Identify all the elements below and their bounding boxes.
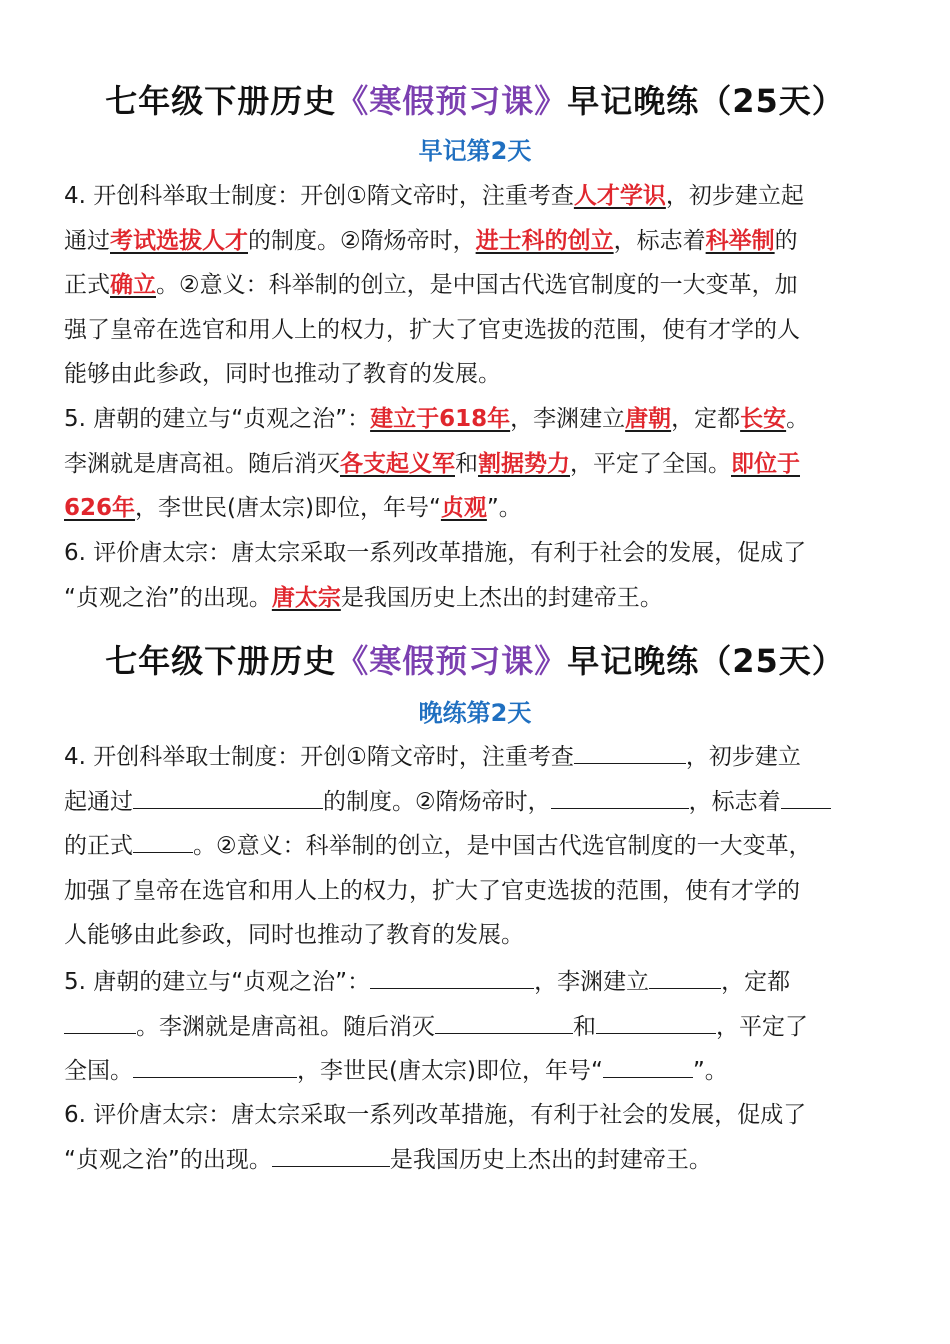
title-prefix: 七年级下册历史 [105, 82, 337, 120]
morning-item-6 [64, 531, 888, 620]
text: 。李渊就是唐高祖。随后消灭 [136, 1013, 435, 1040]
line [64, 1049, 888, 1094]
answer: 贞观 [440, 495, 487, 521]
answer: 唐太宗 [271, 584, 341, 611]
text: 是我国历史上杰出的封建帝王。 [389, 1146, 712, 1173]
evening-item-6 [64, 1093, 888, 1182]
text: 5. 唐朝的建立与“贞观之治”： [64, 406, 371, 432]
morning-item-5 [64, 397, 888, 531]
answer-blank[interactable] [551, 786, 689, 809]
answer: 626年 [64, 495, 136, 521]
text: ，标志着 [688, 788, 781, 815]
answer-blank[interactable] [370, 966, 534, 989]
line [64, 486, 888, 531]
title-highlight: 《寒假预习课》 [336, 642, 568, 680]
text: ，初步建立起 [665, 183, 804, 209]
answer-blank[interactable] [133, 786, 323, 809]
answer: 即位于 [731, 450, 800, 477]
line [64, 1138, 888, 1183]
text: 4. 开创科举取士制度：开创①隋文帝时，注重考查 [64, 183, 574, 209]
text: 和 [455, 450, 478, 477]
evening-item-4 [64, 735, 888, 958]
title-suffix: 早记晚练（25天） [567, 642, 845, 680]
text: ，初步建立 [685, 744, 801, 770]
line [64, 735, 888, 780]
main-title-evening [0, 636, 950, 682]
text: ，李世民(唐太宗)即位，年号“ [135, 495, 441, 521]
answer-blank[interactable] [603, 1055, 693, 1078]
text: 的正式 [64, 833, 133, 859]
evening-item-5 [64, 960, 888, 1094]
text: 的制度。②隋炀帝时， [248, 227, 476, 254]
text: 。②意义：科举制的创立，是中国古代选官制度的一大变革，加 [156, 272, 798, 298]
answer: 考试选拔人才 [110, 227, 248, 254]
text: ，平定了 [716, 1013, 808, 1040]
line [64, 960, 888, 1005]
line: 强了皇帝在选官和用人上的权力，扩大了官吏选拔的范围，使有才学的人 [64, 316, 800, 343]
line [64, 442, 888, 487]
text: 4. 开创科举取士制度：开创①隋文帝时，注重考查 [64, 744, 574, 770]
text: 起通过 [64, 788, 133, 815]
text: ，李世民(唐太宗)即位，年号“ [297, 1058, 603, 1084]
text: ，李渊建立 [534, 969, 650, 995]
text: 。 [786, 406, 810, 432]
answer: 进士科的创立 [475, 227, 614, 254]
line: 6. 评价唐太宗：唐太宗采取一系列改革措施，有利于社会的发展，促成了 [64, 1102, 807, 1128]
line: 人能够由此参政，同时也推动了教育的发展。 [64, 922, 524, 948]
text: 全国。 [64, 1058, 133, 1084]
answer-blank[interactable] [574, 741, 686, 764]
answer-blank[interactable] [435, 1011, 573, 1034]
line [64, 824, 888, 869]
text: ，标志着 [613, 227, 706, 254]
answer-blank[interactable] [272, 1144, 390, 1167]
morning-item-4 [64, 174, 888, 397]
answer: 长安 [740, 406, 787, 432]
text: 李渊就是唐高祖。随后消灭 [64, 450, 340, 477]
text: ，定都 [721, 969, 791, 995]
line [64, 263, 888, 308]
text: ”。 [486, 495, 522, 521]
answer-blank[interactable] [133, 830, 193, 853]
answer-blank[interactable] [649, 966, 721, 989]
text: “贞观之治”的出现。 [64, 1146, 272, 1173]
answer: 各支起义军 [340, 450, 455, 477]
text: 的制度。②隋炀帝时， [323, 788, 551, 815]
subtitle-evening: 晚练第2天 [418, 699, 532, 727]
text: ”。 [692, 1058, 728, 1084]
answer-blank[interactable] [596, 1011, 716, 1034]
main-title-morning [0, 76, 950, 122]
line [64, 780, 888, 825]
answer: 人才学识 [573, 183, 666, 209]
text: 通过 [64, 227, 110, 254]
title-highlight: 《寒假预习课》 [336, 82, 568, 120]
text: “贞观之治”的出现。 [64, 584, 272, 611]
answer: 科举制 [705, 227, 775, 254]
line [64, 174, 888, 219]
line: 6. 评价唐太宗：唐太宗采取一系列改革措施，有利于社会的发展，促成了 [64, 540, 807, 566]
line [64, 219, 888, 264]
line [64, 576, 888, 621]
answer: 确立 [110, 272, 156, 298]
answer: 建立于618年 [370, 406, 511, 432]
text: 是我国历史上杰出的封建帝王。 [340, 584, 663, 611]
line: 加强了皇帝在选官和用人上的权力，扩大了官吏选拔的范围，使有才学的 [64, 877, 800, 904]
line: 能够由此参政，同时也推动了教育的发展。 [64, 361, 501, 387]
subtitle-morning: 早记第2天 [418, 137, 532, 165]
title-suffix: 早记晚练（25天） [567, 82, 845, 120]
answer: 唐朝 [625, 406, 672, 432]
text: 正式 [64, 272, 110, 298]
text: 的 [774, 227, 798, 254]
text: ，定都 [671, 406, 741, 432]
text: ，平定了全国。 [570, 450, 731, 477]
answer-blank[interactable] [64, 1011, 136, 1034]
line [64, 397, 888, 442]
answer-blank[interactable] [781, 786, 831, 809]
text: ，李渊建立 [510, 406, 626, 432]
answer: 割据势力 [478, 450, 570, 477]
line [64, 1005, 888, 1050]
answer-blank[interactable] [133, 1055, 297, 1078]
text: 和 [573, 1013, 596, 1040]
text: 5. 唐朝的建立与“贞观之治”： [64, 969, 371, 995]
text: 。②意义：科举制的创立，是中国古代选官制度的一大变革， [193, 833, 812, 859]
title-prefix: 七年级下册历史 [105, 642, 337, 680]
